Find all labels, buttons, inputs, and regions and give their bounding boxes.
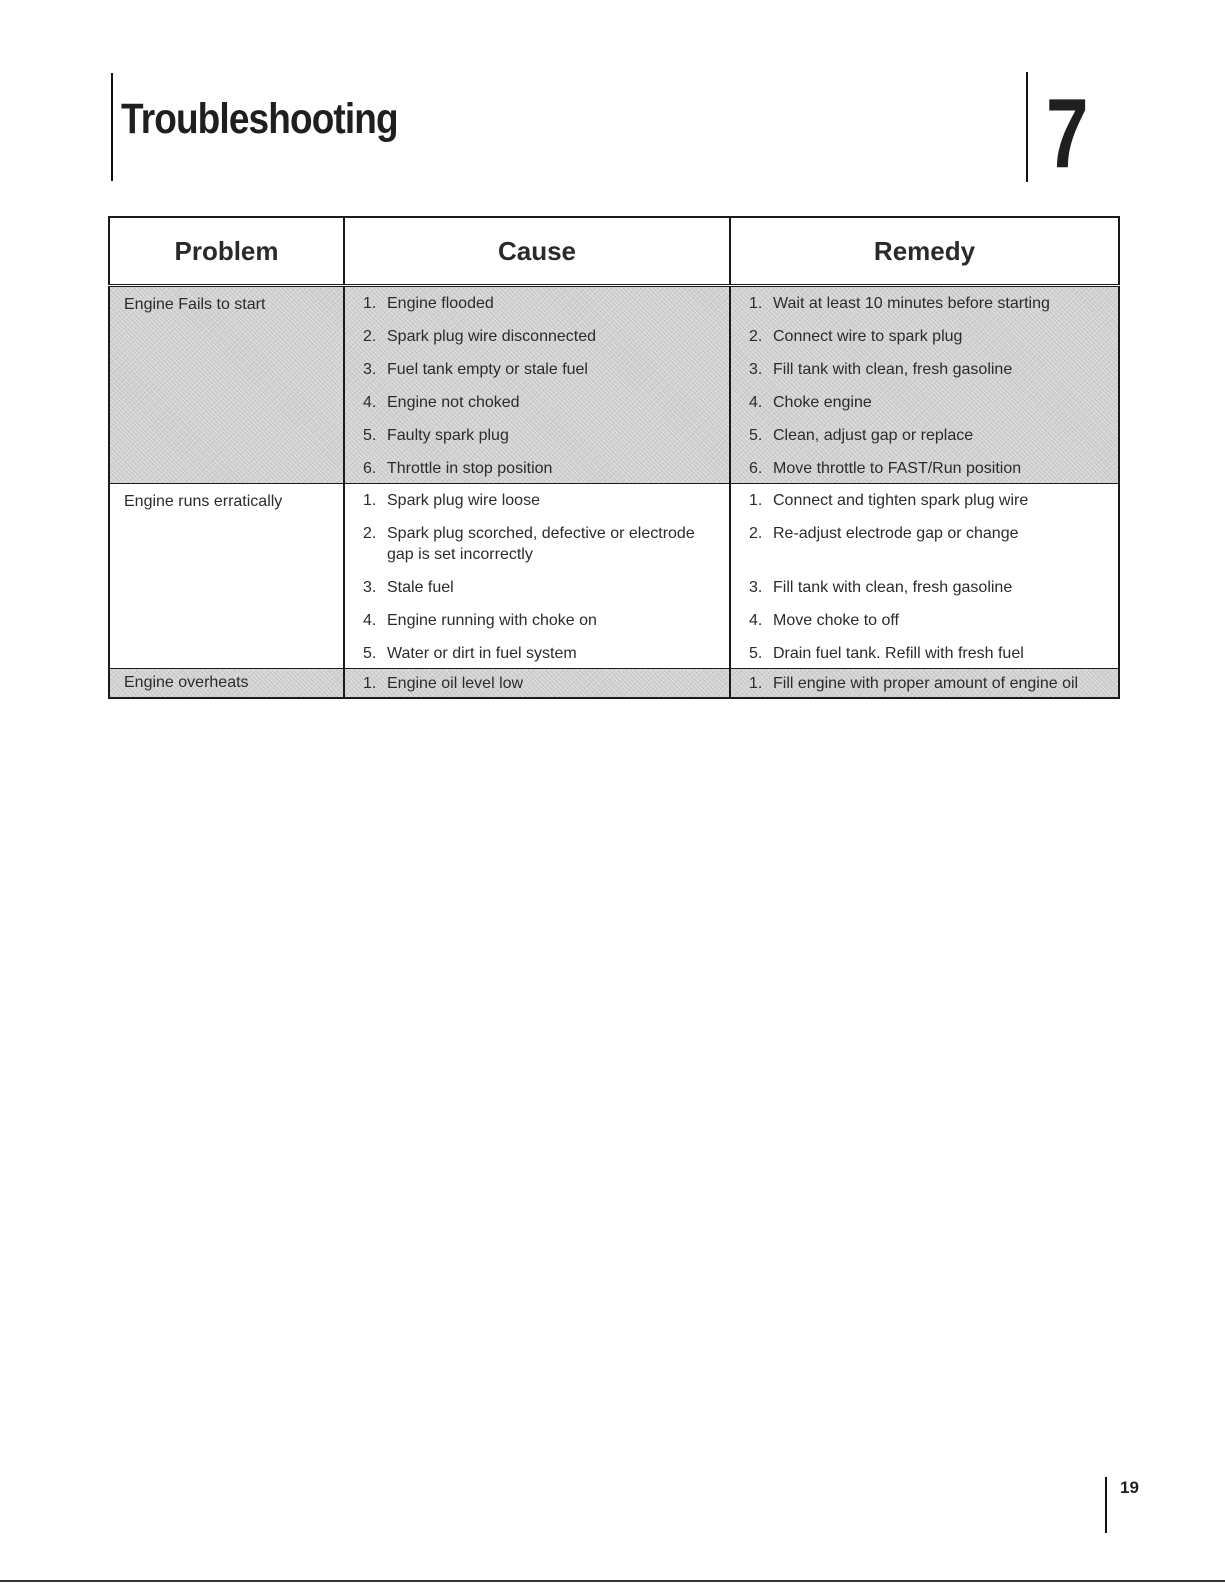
page-title: Troubleshooting: [121, 95, 398, 143]
page-number: 19: [1120, 1478, 1139, 1497]
list-item: 3. Fill tank with clean, fresh gasoline: [749, 579, 1013, 596]
list-item: 4. Engine not choked: [363, 394, 520, 411]
cause-list: [345, 484, 729, 668]
remedy-cell: [730, 286, 1119, 484]
header-rule-left: [111, 73, 113, 181]
header-rule-right: [1026, 72, 1028, 182]
list-item: 4. Choke engine: [749, 394, 872, 411]
remedy-list: [731, 484, 1118, 668]
remedy-list: [731, 669, 1118, 696]
list-item: 5. Faulty spark plug: [363, 427, 509, 444]
list-item: 5. Drain fuel tank. Refill with fresh fuel: [749, 645, 1024, 662]
problem-cell: [109, 669, 344, 699]
cause-cell: [344, 484, 730, 669]
list-item: 6. Move throttle to FAST/Run position: [749, 460, 1022, 477]
list-item: 1. Connect and tighten spark plug wire: [749, 492, 1029, 509]
list-item: 3. Fill tank with clean, fresh gasoline: [749, 361, 1013, 378]
list-item: 4. Engine running with choke on: [363, 612, 597, 629]
list-item: 1. Spark plug wire loose: [363, 492, 540, 509]
problem-text: Engine Fails to start: [124, 296, 266, 313]
list-item: 1. Engine oil level low: [363, 675, 524, 692]
column-header-cause: Cause: [344, 217, 730, 286]
table-row: [109, 286, 1119, 484]
problem-cell: [109, 484, 344, 669]
list-item: 2. Spark plug scorched, defective or electrode gap is set incorrectly: [363, 525, 695, 563]
footer-rule: [1105, 1477, 1107, 1533]
remedy-cell: [730, 669, 1119, 699]
cause-cell: [344, 286, 730, 484]
list-item: 1. Wait at least 10 minutes before starting: [749, 295, 1050, 312]
list-item: 5. Clean, adjust gap or replace: [749, 427, 974, 444]
list-item: 2. Re-adjust electrode gap or change: [749, 525, 1019, 542]
list-item: 5. Water or dirt in fuel system: [363, 645, 577, 662]
table-header-row: [109, 217, 1119, 286]
list-item: 1. Engine flooded: [363, 295, 494, 312]
table-row: [109, 669, 1119, 699]
chapter-number: 7: [1046, 78, 1089, 188]
list-item: 1. Fill engine with proper amount of engine oil: [749, 675, 1079, 692]
table-row: [109, 484, 1119, 669]
troubleshooting-table: [108, 216, 1120, 699]
list-item: 3. Stale fuel: [363, 579, 454, 596]
list-item: 4. Move choke to off: [749, 612, 899, 629]
cause-cell: [344, 669, 730, 699]
column-header-problem: Problem: [109, 217, 344, 286]
list-item: 6. Throttle in stop position: [363, 460, 553, 477]
list-item: 2. Connect wire to spark plug: [749, 328, 963, 345]
page-bottom-border: [0, 1580, 1225, 1582]
problem-cell: [109, 286, 344, 484]
cause-list: [345, 669, 729, 696]
list-item: 3. Fuel tank empty or stale fuel: [363, 361, 588, 378]
remedy-cell: [730, 484, 1119, 669]
column-header-remedy: Remedy: [730, 217, 1119, 286]
cause-list: [345, 287, 729, 483]
problem-text: Engine overheats: [124, 674, 249, 691]
list-item: 2. Spark plug wire disconnected: [363, 328, 597, 345]
remedy-list: [731, 287, 1118, 483]
problem-text: Engine runs erratically: [124, 493, 283, 510]
